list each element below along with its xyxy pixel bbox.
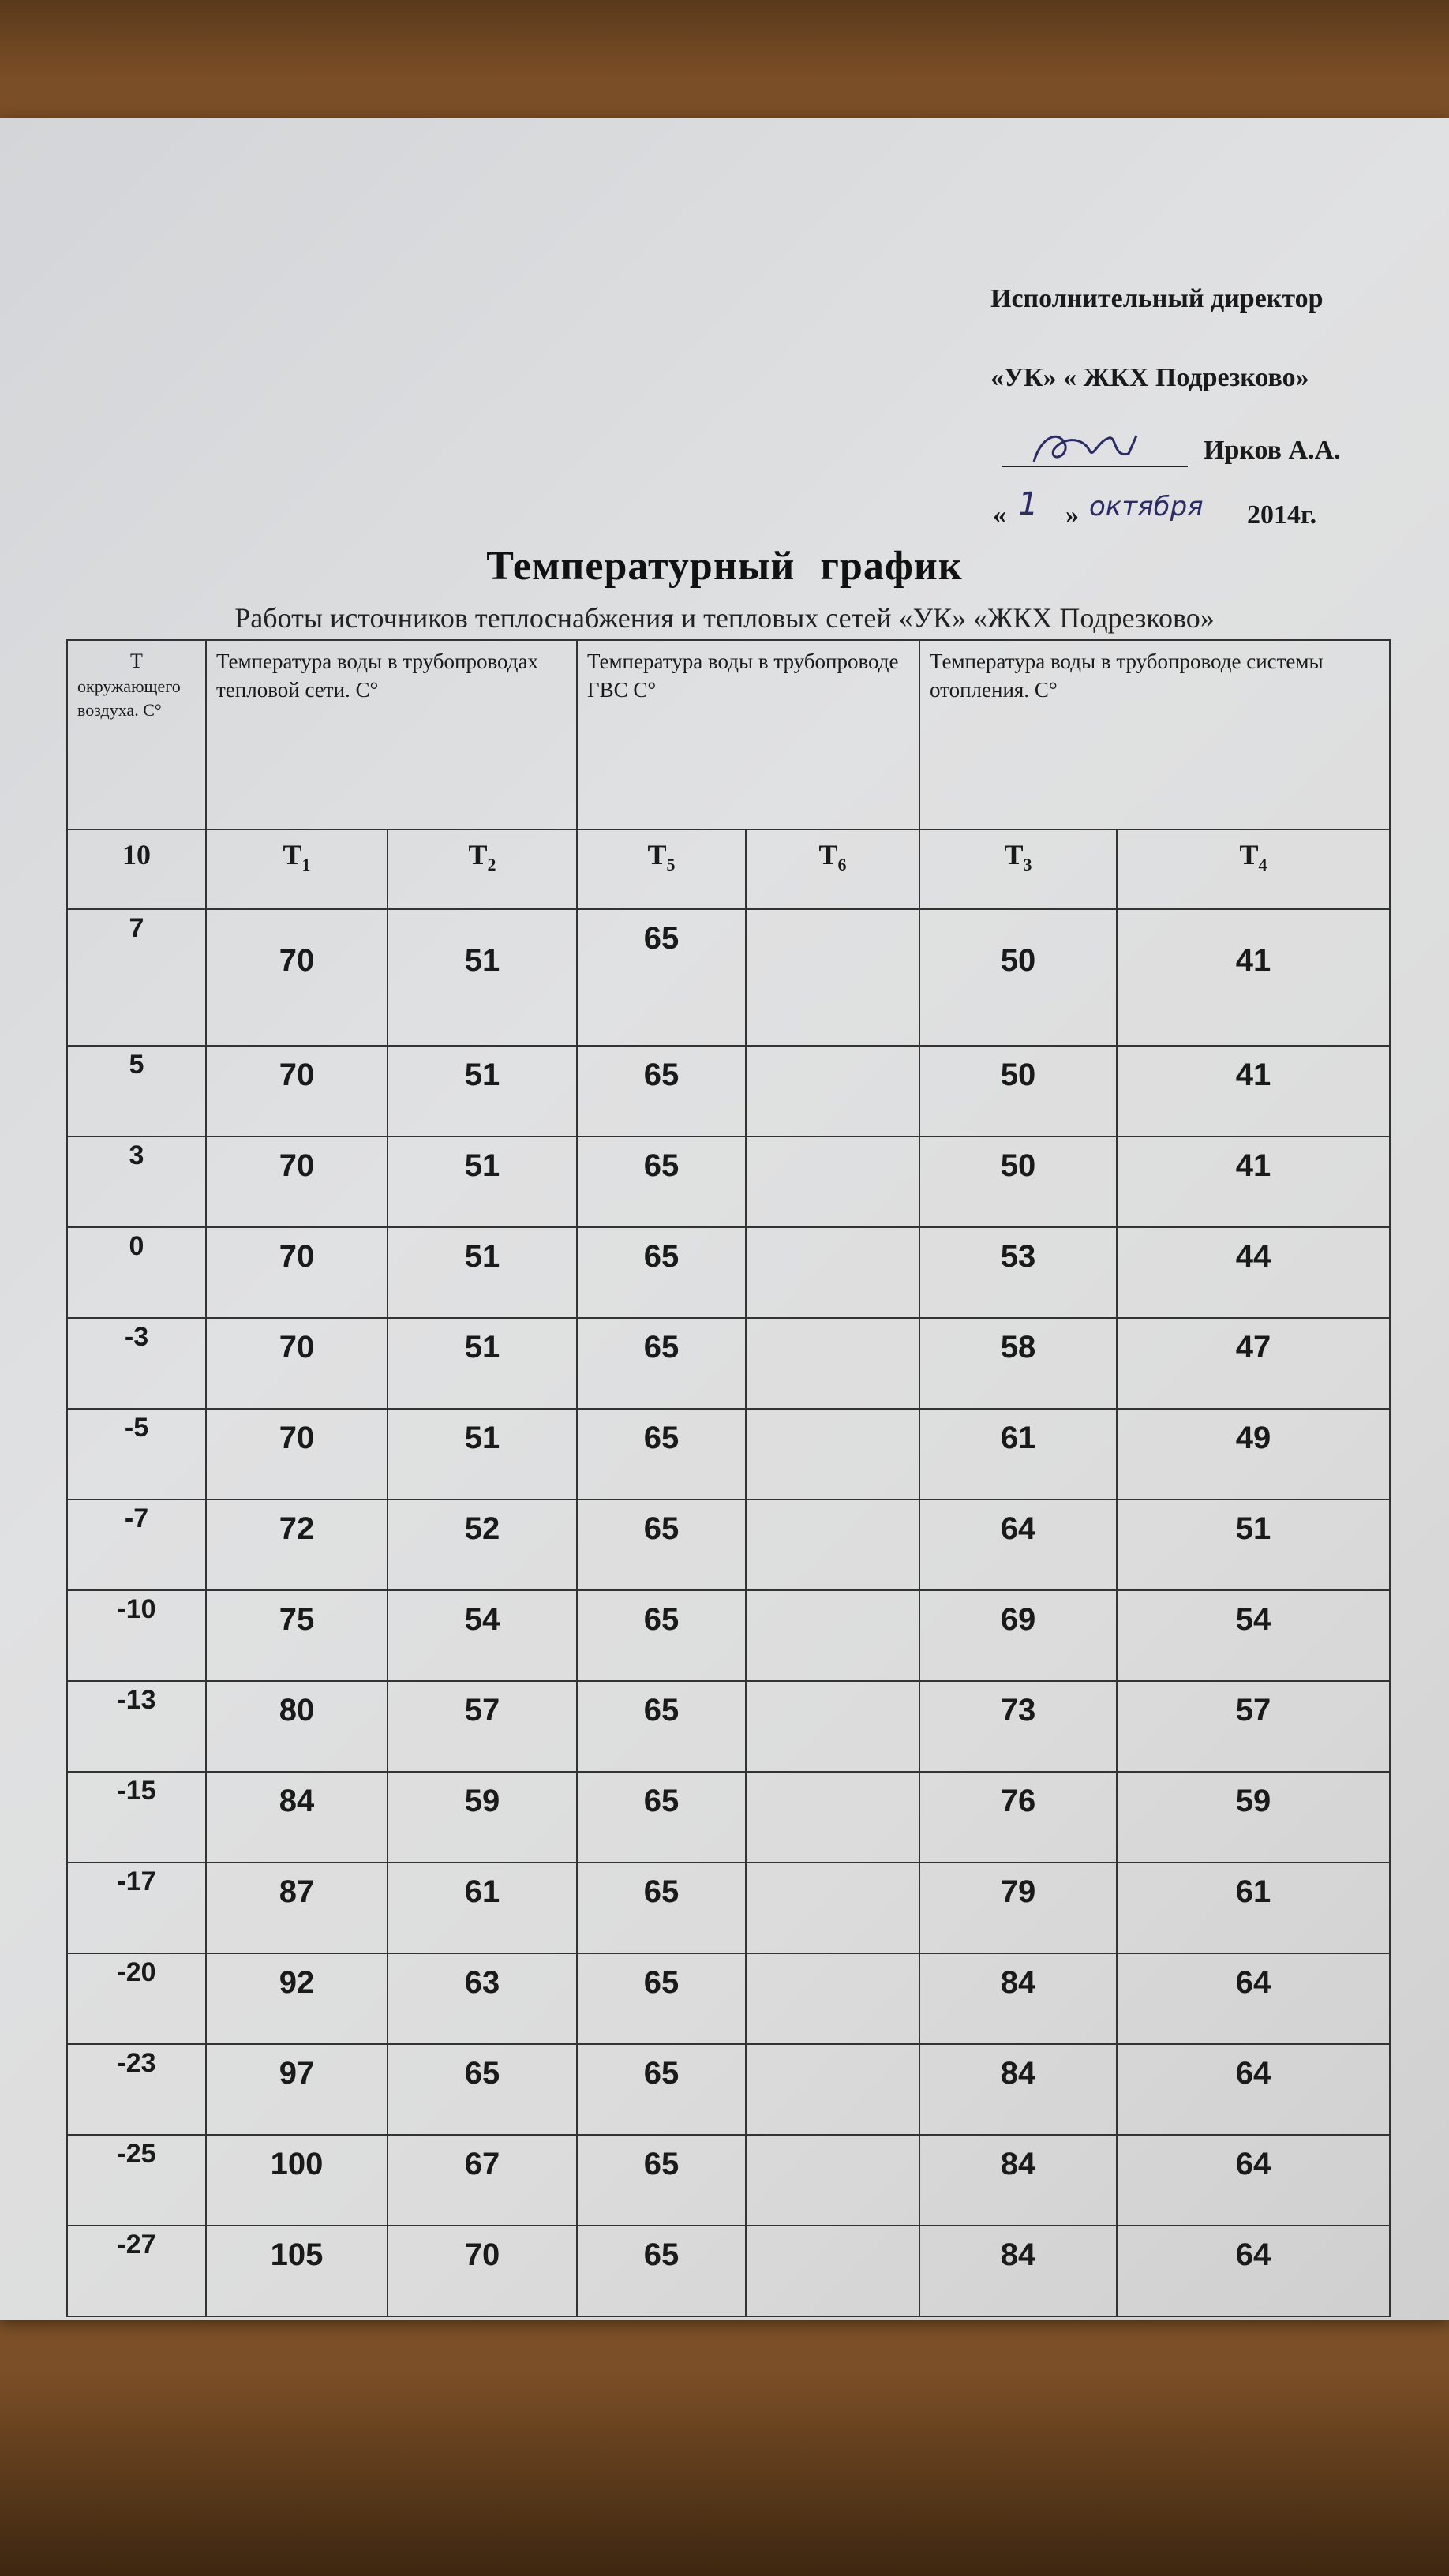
cell-t4: 64 (1117, 1953, 1390, 2044)
signature-line (987, 426, 1381, 474)
cell-t6 (746, 2135, 919, 2226)
cell-air: -23 (67, 2044, 206, 2135)
table-row (67, 909, 1390, 1046)
cell-t1: 87 (206, 1863, 388, 1953)
cell-air: -13 (67, 1681, 206, 1772)
subheader-t3-index: 3 (1023, 855, 1032, 875)
subheader-t2-letter: Т (468, 839, 488, 871)
cell-t1: 70 (206, 1136, 388, 1227)
cell-t5: 65 (577, 1772, 746, 1863)
cell-t6 (746, 1318, 919, 1409)
cell-t3: 50 (919, 909, 1117, 1046)
cell-t5: 65 (577, 1136, 746, 1227)
cell-t5: 65 (577, 1500, 746, 1590)
temperature-table (66, 639, 1391, 2317)
subheader-t2-index: 2 (487, 855, 496, 875)
subheader-t5-index: 5 (666, 855, 676, 875)
cell-air: -5 (67, 1409, 206, 1500)
table-row (67, 1772, 1390, 1863)
cell-t3: 58 (919, 1318, 1117, 1409)
table-row (67, 2226, 1390, 2316)
cell-t6 (746, 1681, 919, 1772)
cell-air: -17 (67, 1863, 206, 1953)
cell-t1: 80 (206, 1681, 388, 1772)
cell-t1: 70 (206, 1409, 388, 1500)
cell-t4: 64 (1117, 2226, 1390, 2316)
cell-t4: 47 (1117, 1318, 1390, 1409)
cell-t4: 51 (1117, 1500, 1390, 1590)
cell-air: 7 (67, 909, 206, 1046)
table-row (67, 2135, 1390, 2226)
cell-t5: 65 (577, 2044, 746, 2135)
cell-t6 (746, 1409, 919, 1500)
cell-t4: 59 (1117, 1772, 1390, 1863)
subheader-t6 (746, 829, 919, 909)
cell-air: 5 (67, 1046, 206, 1136)
cell-t1: 70 (206, 1046, 388, 1136)
header-air-temp-symbol: Т (130, 650, 143, 672)
table-row (67, 1681, 1390, 1772)
cell-t4: 44 (1117, 1227, 1390, 1318)
subheader-t1-index: 1 (301, 855, 311, 875)
cell-t6 (746, 1772, 919, 1863)
cell-t1: 72 (206, 1500, 388, 1590)
subheader-t4-index: 4 (1258, 855, 1267, 875)
subheader-first: 10 (67, 829, 206, 909)
cell-t3: 84 (919, 2226, 1117, 2316)
cell-t4: 41 (1117, 1046, 1390, 1136)
cell-t3: 84 (919, 2044, 1117, 2135)
cell-t3: 76 (919, 1772, 1117, 1863)
cell-t2: 51 (388, 1136, 577, 1227)
subheader-t3 (919, 829, 1117, 909)
header-air-temp (67, 640, 206, 829)
cell-t5: 65 (577, 1953, 746, 2044)
date-close-quote: » (1065, 500, 1079, 530)
cell-air: -7 (67, 1500, 206, 1590)
subheader-t1-letter: Т (283, 839, 302, 871)
cell-t4: 54 (1117, 1590, 1390, 1681)
cell-t3: 50 (919, 1046, 1117, 1136)
signer-name: Ирков А.А. (1204, 436, 1341, 465)
cell-t1: 70 (206, 1227, 388, 1318)
subheader-t5-letter: Т (647, 839, 667, 871)
cell-air: -15 (67, 1772, 206, 1863)
cell-t5: 65 (577, 2135, 746, 2226)
cell-t1: 105 (206, 2226, 388, 2316)
table-body (67, 909, 1390, 2316)
table-row (67, 1318, 1390, 1409)
cell-t1: 70 (206, 1318, 388, 1409)
cell-t3: 84 (919, 2135, 1117, 2226)
cell-t6 (746, 1500, 919, 1590)
table-row (67, 1046, 1390, 1136)
cell-t3: 69 (919, 1590, 1117, 1681)
cell-t3: 50 (919, 1136, 1117, 1227)
cell-t5: 65 (577, 1046, 746, 1136)
date-month: октября (1089, 491, 1204, 522)
cell-t4: 64 (1117, 2135, 1390, 2226)
cell-t6 (746, 1953, 919, 2044)
cell-air: -25 (67, 2135, 206, 2226)
subheader-t1 (206, 829, 388, 909)
cell-t3: 61 (919, 1409, 1117, 1500)
approval-date (987, 486, 1381, 538)
date-open-quote: « (993, 500, 1006, 530)
cell-t2: 51 (388, 1046, 577, 1136)
cell-t6 (746, 2044, 919, 2135)
subheader-t5 (577, 829, 746, 909)
cell-t1: 75 (206, 1590, 388, 1681)
cell-t2: 57 (388, 1681, 577, 1772)
cell-t2: 61 (388, 1863, 577, 1953)
cell-t2: 51 (388, 1227, 577, 1318)
table-subheader-row (67, 829, 1390, 909)
cell-t5: 65 (577, 1227, 746, 1318)
header-network: Температура воды в трубопроводах тепловой сети. С° (206, 640, 577, 829)
subheader-t6-index: 6 (837, 855, 847, 875)
cell-t4: 41 (1117, 1136, 1390, 1227)
header-air-temp-desc: окружающего воздуха. С° (77, 676, 181, 720)
cell-t3: 53 (919, 1227, 1117, 1318)
cell-t4: 64 (1117, 2044, 1390, 2135)
cell-t3: 64 (919, 1500, 1117, 1590)
cell-t2: 65 (388, 2044, 577, 2135)
document-title: Температурный график (486, 544, 963, 589)
header-heating: Температура воды в трубопроводе системы отопления. С° (919, 640, 1390, 829)
table-row (67, 1227, 1390, 1318)
cell-air: -27 (67, 2226, 206, 2316)
table-row (67, 1953, 1390, 2044)
cell-t6 (746, 909, 919, 1046)
approval-organization: «УК» « ЖКХ Подрезково» (990, 363, 1309, 392)
cell-t6 (746, 1227, 919, 1318)
table-row (67, 1590, 1390, 1681)
cell-air: 3 (67, 1136, 206, 1227)
cell-t2: 67 (388, 2135, 577, 2226)
subheader-t6-letter: Т (818, 839, 838, 871)
table-header-row (67, 640, 1390, 829)
cell-air: -3 (67, 1318, 206, 1409)
cell-t5: 65 (577, 1409, 746, 1500)
cell-t2: 51 (388, 909, 577, 1046)
table-row (67, 1863, 1390, 1953)
date-year: 2014г. (1247, 500, 1317, 530)
table-row (67, 1409, 1390, 1500)
cell-t6 (746, 1590, 919, 1681)
cell-t4: 57 (1117, 1681, 1390, 1772)
cell-t1: 100 (206, 2135, 388, 2226)
cell-t3: 84 (919, 1953, 1117, 2044)
document-subtitle: Работы источников теплоснабжения и тепловых сетей «УК» «ЖКХ Подрезково» (234, 602, 1215, 634)
subheader-t3-letter: Т (1004, 839, 1024, 871)
cell-t6 (746, 1046, 919, 1136)
table-row (67, 1500, 1390, 1590)
approval-position: Исполнительный директор (990, 284, 1324, 313)
subheader-t4-letter: Т (1239, 839, 1259, 871)
cell-t6 (746, 1863, 919, 1953)
cell-air: -20 (67, 1953, 206, 2044)
cell-t3: 73 (919, 1681, 1117, 1772)
cell-t1: 97 (206, 2044, 388, 2135)
cell-t5: 65 (577, 1681, 746, 1772)
cell-t1: 92 (206, 1953, 388, 2044)
subheader-t2 (388, 829, 577, 909)
temperature-table-wrap (66, 639, 1389, 2317)
cell-t1: 84 (206, 1772, 388, 1863)
cell-t1: 70 (206, 909, 388, 1046)
cell-t2: 59 (388, 1772, 577, 1863)
cell-t2: 70 (388, 2226, 577, 2316)
cell-air: 0 (67, 1227, 206, 1318)
cell-t2: 52 (388, 1500, 577, 1590)
cell-t2: 54 (388, 1590, 577, 1681)
subheader-t4 (1117, 829, 1390, 909)
table-row (67, 2044, 1390, 2135)
cell-t5: 65 (577, 909, 746, 1046)
header-hot-water: Температура воды в трубопроводе ГВС С° (577, 640, 919, 829)
signature-underline (1002, 466, 1188, 467)
cell-t5: 65 (577, 2226, 746, 2316)
cell-air: -10 (67, 1590, 206, 1681)
cell-t2: 51 (388, 1409, 577, 1500)
cell-t5: 65 (577, 1590, 746, 1681)
cell-t2: 63 (388, 1953, 577, 2044)
cell-t4: 61 (1117, 1863, 1390, 1953)
cell-t3: 79 (919, 1863, 1117, 1953)
table-row (67, 1136, 1390, 1227)
cell-t4: 41 (1117, 909, 1390, 1046)
cell-t5: 65 (577, 1318, 746, 1409)
cell-t2: 51 (388, 1318, 577, 1409)
date-day: 1 (1018, 486, 1039, 522)
cell-t5: 65 (577, 1863, 746, 1953)
cell-t4: 49 (1117, 1409, 1390, 1500)
cell-t6 (746, 1136, 919, 1227)
cell-t6 (746, 2226, 919, 2316)
